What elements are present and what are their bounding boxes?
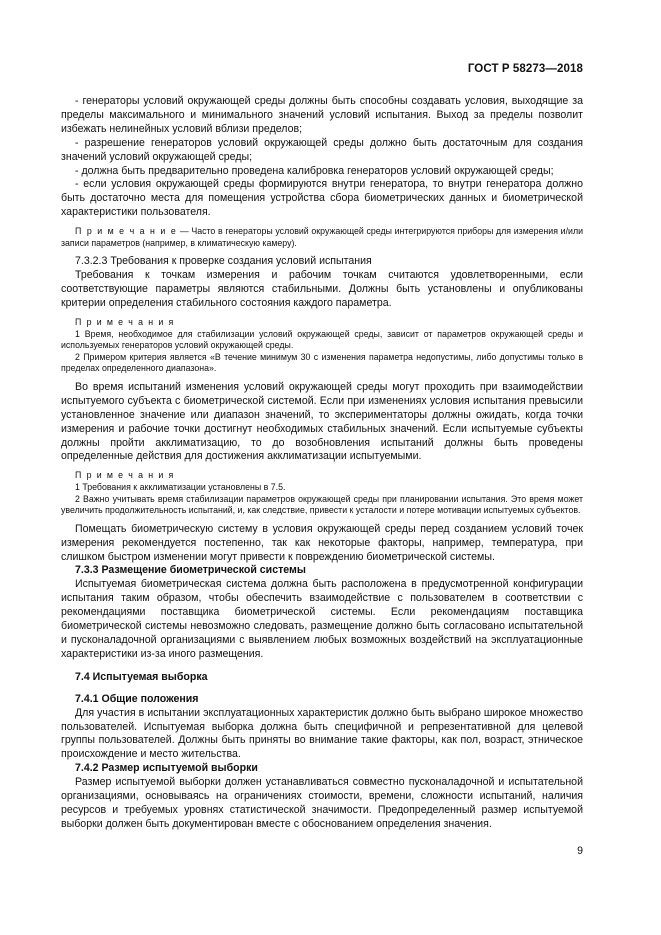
notes-label: П р и м е ч а н и я [75,316,175,327]
section-heading: 7.4.1 Общие положения [75,692,199,705]
paragraph: - должна быть предварительно проведена калибровка генераторов условий окружающей среды; [75,164,554,177]
note-item: 2 Важно учитывать время стабилизации параметров окружающей среды при планировании испытания. Это время может увеличить продолжительность испытаний, и, как следствие, привести к усталости и потере мотивации испытуемых субъектов. [61,493,583,516]
note-item: 2 Примером критерия является «В течение минимум 30 с изменения параметра недопустимы, либо допустимы только в пределах определенного диапазона». [61,351,583,374]
note [61,226,583,249]
note-text: — Часто в генераторы условий окружающей среды интегрируются приборы для измерения и/или записи параметров (например, в климатическую камеру). [61,226,583,248]
paragraph: Требования к точкам измерения и рабочим точкам считаются удовлетворенными, если соответствующие параметры являются стабильными. Должны быть установлены и опубликованы критерии определения стабильного состояния каждого параметра. [61,269,583,310]
note-item: 1 Требования к акклиматизации установлены в 7.5. [75,481,286,492]
note-label: П р и м е ч а н и е [75,226,178,237]
page-number: 9 [577,845,583,857]
page-content [61,95,583,832]
paragraph: Во время испытаний изменения условий окружающей среды могут проходить при взаимодействии испытуемого субъекта с биометрической системой. Если при изменениях условия испытания превысили установленное значение или диапазон значений, то экспериментаторы должны ожидать, когда точки измерения и рабочие точки достигнут необходимых стабильных значений. Если испытуемые субъекты должны пройти акклиматизацию, то до возобновления испытаний должны быть проведены определенные действия для достижения акклиматизации испытуемыми. [61,380,583,463]
subsection-title: 7.3.2.3 Требования к проверке создания условий испытания [75,255,372,268]
section-heading: 7.4 Испытуемая выборка [75,670,208,683]
paragraph: Для участия в испытании эксплуатационных характеристик должно быть выбрано широкое множество пользователей. Испытуемая выборка должна быть специфичной и репрезентативной для целевой группы пользователей. Должны быть приняты во внимание такие факторы, как пол, возраст, этническое происхождение и место жительства. [61,706,583,761]
paragraph: Испытуемая биометрическая система должна быть расположена в предусмотренной конфигурации испытания таким образом, чтобы обеспечить взаимодействие с пользователем в соответствии с рекомендациями поставщика биометрической системы. Если рекомендациям поставщика биометрической системы невозможно следовать, размещение должно быть согласовано испытательной и пусконаладочной организациями с выявлением любых возможных воздействий на эксплуатационные характеристики из-за иного размещения. [61,578,583,660]
paragraph: - генераторы условий окружающей среды должны быть способны создавать условия, выходящие за пределы максимального и минимального значений условий испытания. Выход за пределы позволит избежать нелинейных условий вблизи пределов; [61,95,583,135]
note-item: 1 Время, необходимое для стабилизации условий окружающей среды, зависит от параметров окружающей среды и используемых генераторов условий окружающей среды. [61,328,583,351]
section-heading: 7.4.2 Размер испытуемой выборки [75,762,258,775]
paragraph: - если условия окружающей среды формируются внутри генератора, то внутри генератора должно быть достаточно места для помещения устройства сбора биометрических данных и биометрической характеристики пользователя. [61,178,583,219]
document-header: ГОСТ Р 58273—2018 [467,63,583,75]
paragraph: Размер испытуемой выборки должен устанавливаться совместно пусконаладочной и испытательной организациями, основываясь на ограничениях стоимости, времени, сложности испытаний, наличия ресурсов и требуемых уровнях статистической значимости. Предопределенный размер испытуемой выборки должен быть документирован вместе с обоснованием определения значения. [61,776,583,830]
paragraph: Помещать биометрическую систему в условия окружающей среды перед созданием условий точек измерения рекомендуется постепенно, так как некоторые факторы, например, температура, при слишком быстром изменении могут привести к повреждению биометрической системы. [61,522,583,563]
notes-label: П р и м е ч а н и я [75,470,175,481]
section-heading: 7.3.3 Размещение биометрической системы [75,564,306,577]
paragraph: - разрешение генераторов условий окружающей среды должно быть достаточным для создания значений условий окружающей среды; [61,136,583,163]
